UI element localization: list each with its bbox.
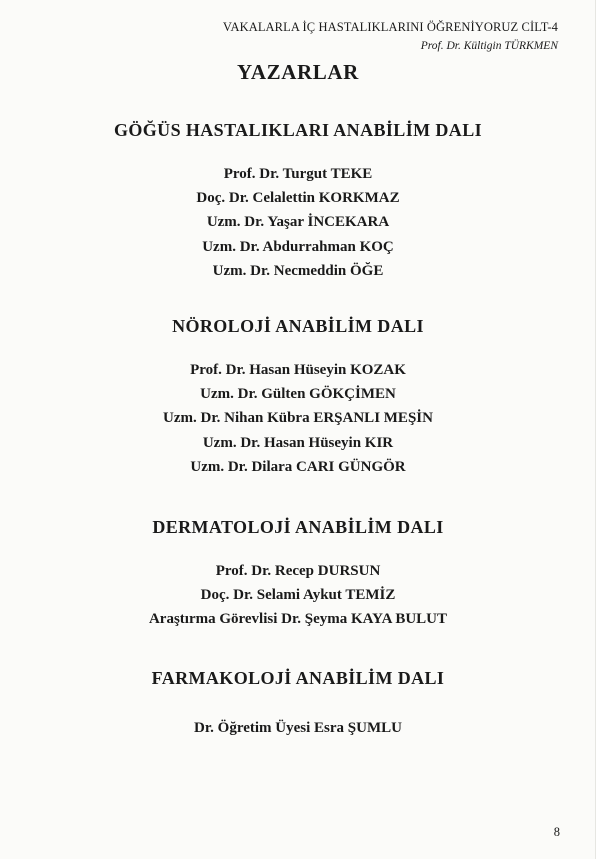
member-list <box>0 358 596 479</box>
member-name: Uzm. Dr. Necmeddin ÖĞE <box>212 262 384 279</box>
department-neurology <box>0 315 596 479</box>
book-editor: Prof. Dr. Kültigin TÜRKMEN <box>420 40 558 52</box>
member-list <box>0 716 596 740</box>
member-name: Doç. Dr. Celalettin KORKMAZ <box>196 190 400 207</box>
member-name: Uzm. Dr. Yaşar İNCEKARA <box>206 214 390 231</box>
department-heading: DERMATOLOJİ ANABİLİM DALI <box>152 517 444 537</box>
member-name: Doç. Dr. Selami Aykut TEMİZ <box>200 587 396 604</box>
member-name: Prof. Dr. Recep DURSUN <box>215 563 381 579</box>
member-list <box>0 559 596 632</box>
member-name: Dr. Öğretim Üyesi Esra ŞUMLU <box>194 720 402 736</box>
member-name: Prof. Dr. Hasan Hüseyin KOZAK <box>190 362 406 378</box>
department-heading: NÖROLOJİ ANABİLİM DALI <box>172 316 424 336</box>
running-header <box>118 20 558 53</box>
member-name: Uzm. Dr. Dilara CARI GÜNGÖR <box>190 458 406 475</box>
member-name: Uzm. Dr. Abdurrahman KOÇ <box>202 238 394 255</box>
department-pharmacology <box>0 667 596 740</box>
member-name: Uzm. Dr. Nihan Kübra ERŞANLI MEŞİN <box>163 410 433 427</box>
department-chest-diseases <box>0 119 596 283</box>
page-number: 8 <box>553 825 560 839</box>
book-title: VAKALARLA İÇ HASTALIKLARINI ÖĞRENİYORUZ CİLT-4 <box>222 20 558 34</box>
member-name: Uzm. Dr. Gülten GÖKÇİMEN <box>200 386 396 403</box>
member-name: Araştırma Görevlisi Dr. Şeyma KAYA BULUT <box>148 611 448 628</box>
department-heading: GÖĞÜS HASTALIKLARI ANABİLİM DALI <box>113 120 483 140</box>
member-list <box>0 162 596 283</box>
member-name: Prof. Dr. Turgut TEKE <box>223 166 373 182</box>
department-heading: FARMAKOLOJİ ANABİLİM DALI <box>151 668 445 688</box>
department-dermatology <box>0 516 596 632</box>
page-title: YAZARLAR <box>237 60 359 84</box>
member-name: Uzm. Dr. Hasan Hüseyin KIR <box>202 434 394 451</box>
